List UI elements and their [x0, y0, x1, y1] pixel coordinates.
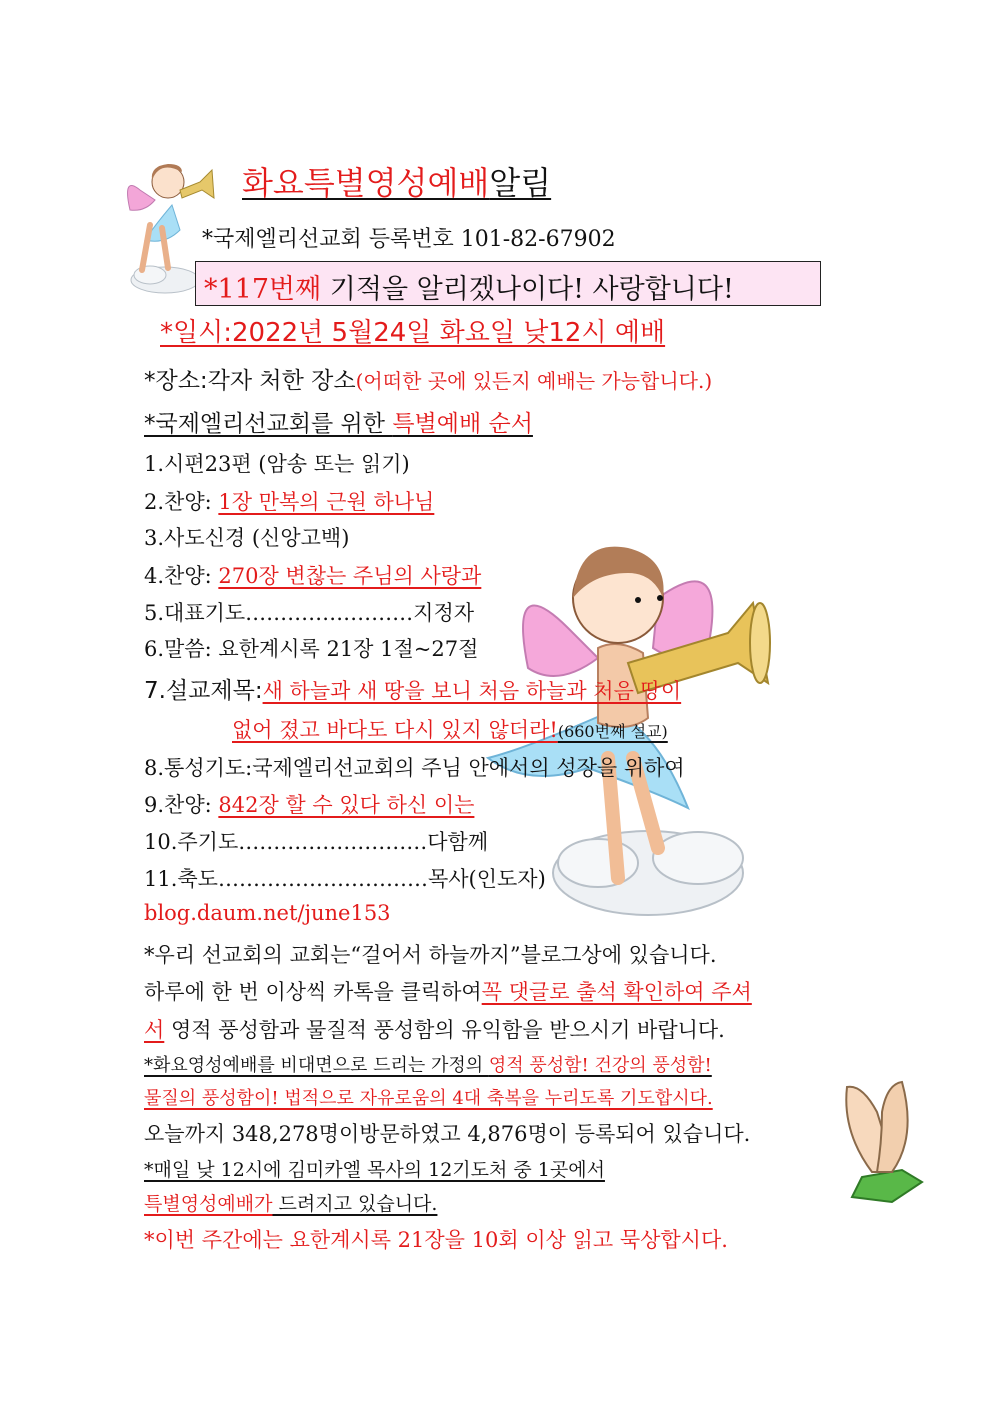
- order-item-3: 3.사도신경 (신앙고백): [144, 526, 350, 550]
- order-item-11: 11.축도…………………………목사(인도자): [144, 867, 546, 891]
- blog-link[interactable]: blog.daum.net/june153: [144, 901, 391, 925]
- order-item-2-label: 2.찬양:: [144, 490, 219, 514]
- order-heading: [144, 405, 533, 438]
- service-date: *일시:2022년 5월24일 화요일 낮12시 예배: [160, 318, 666, 348]
- page-title: [242, 158, 551, 204]
- sermon-title-line1: 새 하늘과 새 땅을 보니 처음 하늘과 처음 땅이: [262, 679, 682, 703]
- visitor-stats: 오늘까지 348,278명이방문하였고 4,876명이 등록되어 있습니다.: [144, 1122, 751, 1146]
- notice-special-black: 드려지고 있습니다.: [272, 1193, 438, 1215]
- sermon-count-note: (660번째 설교): [557, 722, 668, 741]
- title-black: 알림: [489, 164, 552, 202]
- sermon-title-red: 없어 졌고 바다도 다시 있지 않더라!: [232, 718, 558, 742]
- registration-number: *국제엘리선교회 등록번호 101-82-67902: [202, 227, 616, 252]
- notice-special-worship: [144, 1189, 437, 1216]
- order-item-2-hymn: 1장 만복의 근원 하나님: [218, 490, 435, 514]
- notice-blessing-red: 서: [144, 1018, 165, 1042]
- order-item-4-hymn: 270장 변찮는 주님의 사랑과: [218, 564, 482, 588]
- order-item-10: 10.주기도………………………다함께: [144, 830, 489, 854]
- place-red: (어떠한 곳에 있든지 예배는 가능합니다.): [355, 369, 713, 393]
- banner-black: 기적을 알리겠나이다! 사랑합니다!: [321, 274, 734, 305]
- order-item-9-hymn: 842장 할 수 있다 하신 이는: [218, 793, 475, 817]
- order-item-4-label: 4.찬양:: [144, 564, 219, 588]
- notice-daily-prayer: *매일 낮 12시에 김미카엘 목사의 12기도처 중 1곳에서: [144, 1159, 605, 1181]
- notice-attendance-black: 하루에 한 번 이상씩 카톡을 클릭하여: [144, 980, 482, 1004]
- notice-online-worship: [144, 1051, 712, 1077]
- order-item-7: [144, 672, 681, 705]
- notice-blessing-black: 영적 풍성함과 물질적 풍성함의 유익함을 받으시기 바랍니다.: [164, 1018, 725, 1042]
- praying-hands-icon: [832, 1072, 942, 1207]
- banner-red: *117번째: [204, 274, 322, 305]
- notice-blessing: [144, 1014, 725, 1044]
- order-heading-red: 특별예배 순서: [392, 411, 533, 437]
- notice-online-red: 영적 풍성함! 건강의 풍성함!: [488, 1055, 712, 1076]
- miracle-banner: [195, 261, 821, 306]
- service-place: [144, 362, 712, 395]
- notice-four-blessings: 물질의 풍성함이! 법적으로 자유로움의 4대 축복을 누리도록 기도합시다.: [144, 1088, 713, 1109]
- notice-special-red: 특별영성예배가: [144, 1193, 273, 1215]
- order-item-9: [144, 789, 474, 819]
- order-item-4: [144, 560, 481, 590]
- notice-attendance-red: 꼭 댓글로 출석 확인하여 주셔: [481, 980, 752, 1004]
- order-heading-black: *국제엘리선교회를 위한: [144, 411, 393, 437]
- order-item-9-label: 9.찬양:: [144, 793, 219, 817]
- sermon-title-line2: [232, 714, 668, 744]
- notice-attendance: [144, 976, 752, 1006]
- notice-blog: *우리 선교회의 교회는“걸어서 하늘까지”블로그상에 있습니다.: [144, 943, 717, 967]
- order-item-5: 5.대표기도……………………지정자: [144, 601, 475, 625]
- place-black: *장소:각자 처한 장소: [144, 368, 356, 394]
- order-item-6: 6.말씀: 요한계시록 21장 1절~27절: [144, 637, 479, 661]
- order-item-2: [144, 486, 434, 516]
- notice-online-black: *화요영성예배를 비대면으로 드리는 가정의: [144, 1055, 489, 1076]
- notice-weekly-reading: *이번 주간에는 요한계시록 21장을 10회 이상 읽고 묵상합시다.: [144, 1228, 728, 1252]
- order-item-1: 1.시편23편 (암송 또는 읽기): [144, 452, 410, 476]
- sermon-label: 7.설교제목:: [144, 678, 263, 704]
- order-item-8: 8.통성기도:국제엘리선교회의 주님 안에서의 성장을 위하여: [144, 756, 685, 780]
- title-red: 화요특별영성예배: [242, 164, 490, 202]
